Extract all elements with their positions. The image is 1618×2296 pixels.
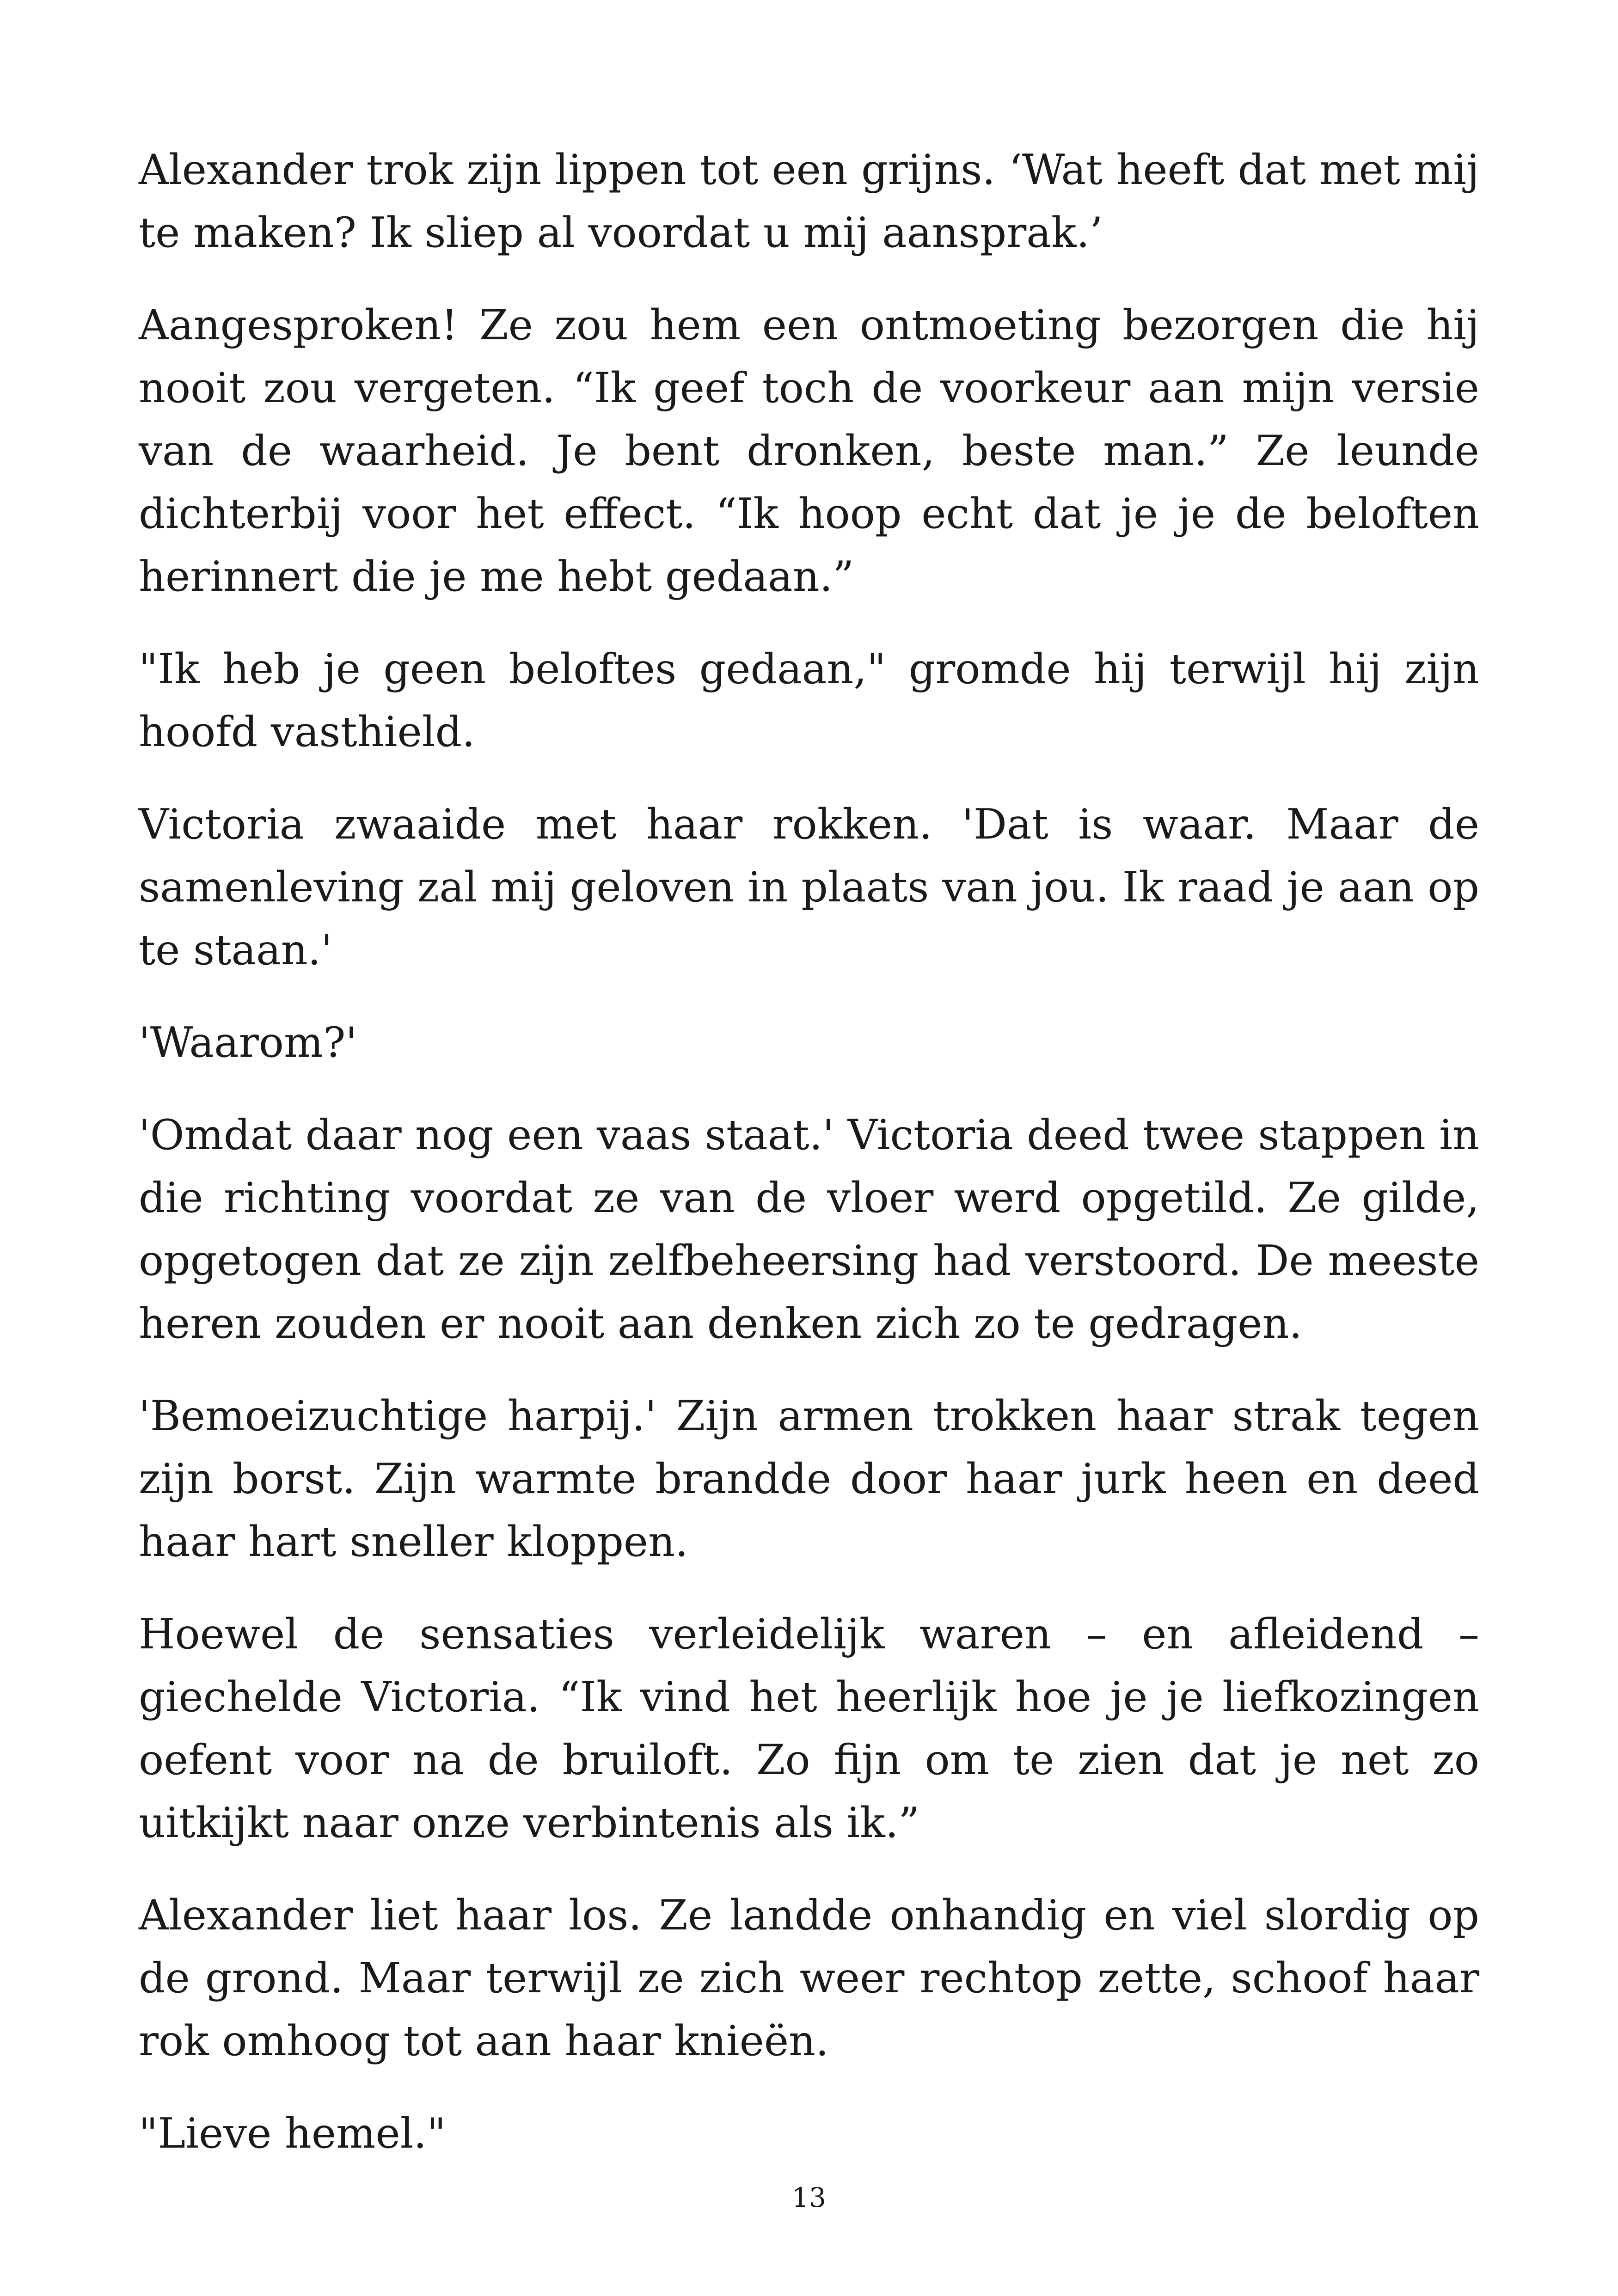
- paragraph: 'Waarom?': [139, 1018, 357, 1067]
- paragraph: Victoria zwaaide met haar rokken. 'Dat is waar. Maar de samenleving zal mij geloven in plaats van jou. Ik raad je aan op te staan.': [139, 800, 1479, 974]
- paragraph: "Lieve hemel.": [139, 2109, 446, 2158]
- paragraph: Alexander trok zijn lippen tot een grijns. ‘Wat heeft dat met mij te maken? Ik sliep al voordat u mij aansprak.’: [139, 146, 1479, 257]
- paragraph: "Ik heb je geen beloftes gedaan," gromde hij terwijl hij zijn hoofd vasthield.: [139, 645, 1479, 756]
- paragraph: 'Omdat daar nog een vaas staat.' Victoria deed twee stappen in die richting voordat ze van de vloer werd opgetild. Ze gilde, opgetogen dat ze zijn zelfbeheersing had verstoord. De meeste heren zouden er nooit aan denken zich zo te gedragen.: [139, 1111, 1479, 1348]
- paragraph: Alexander liet haar los. Ze landde onhandig en viel slordig op de grond. Maar terwijl ze zich weer rechtop zette, schoof haar rok omhoog tot aan haar knieën.: [139, 1891, 1479, 2065]
- page-number: 13: [792, 2182, 826, 2213]
- paragraph: Hoewel de sensaties verleidelijk waren – en afleidend – giechelde Victoria. “Ik vind het heerlijk hoe je je liefkozingen oefent voor na de bruiloft. Zo fijn om te zien dat je net zo uitkijkt naar onze verbintenis als ik.”: [139, 1610, 1479, 1847]
- body-text: [139, 139, 1479, 2195]
- paragraph: 'Bemoeizuchtige harpij.' Zijn armen trokken haar strak tegen zijn borst. Zijn warmte brandde door haar jurk heen en deed haar hart sneller kloppen.: [139, 1392, 1479, 1566]
- paragraph: Aangesproken! Ze zou hem een ontmoeting bezorgen die hij nooit zou vergeten. “Ik geef toch de voorkeur aan mijn versie van de waarheid. Je bent dronken, beste man.” Ze leunde dichterbij voor het effect. “Ik hoop echt dat je je de beloften herinnert die je me hebt gedaan.”: [139, 301, 1479, 601]
